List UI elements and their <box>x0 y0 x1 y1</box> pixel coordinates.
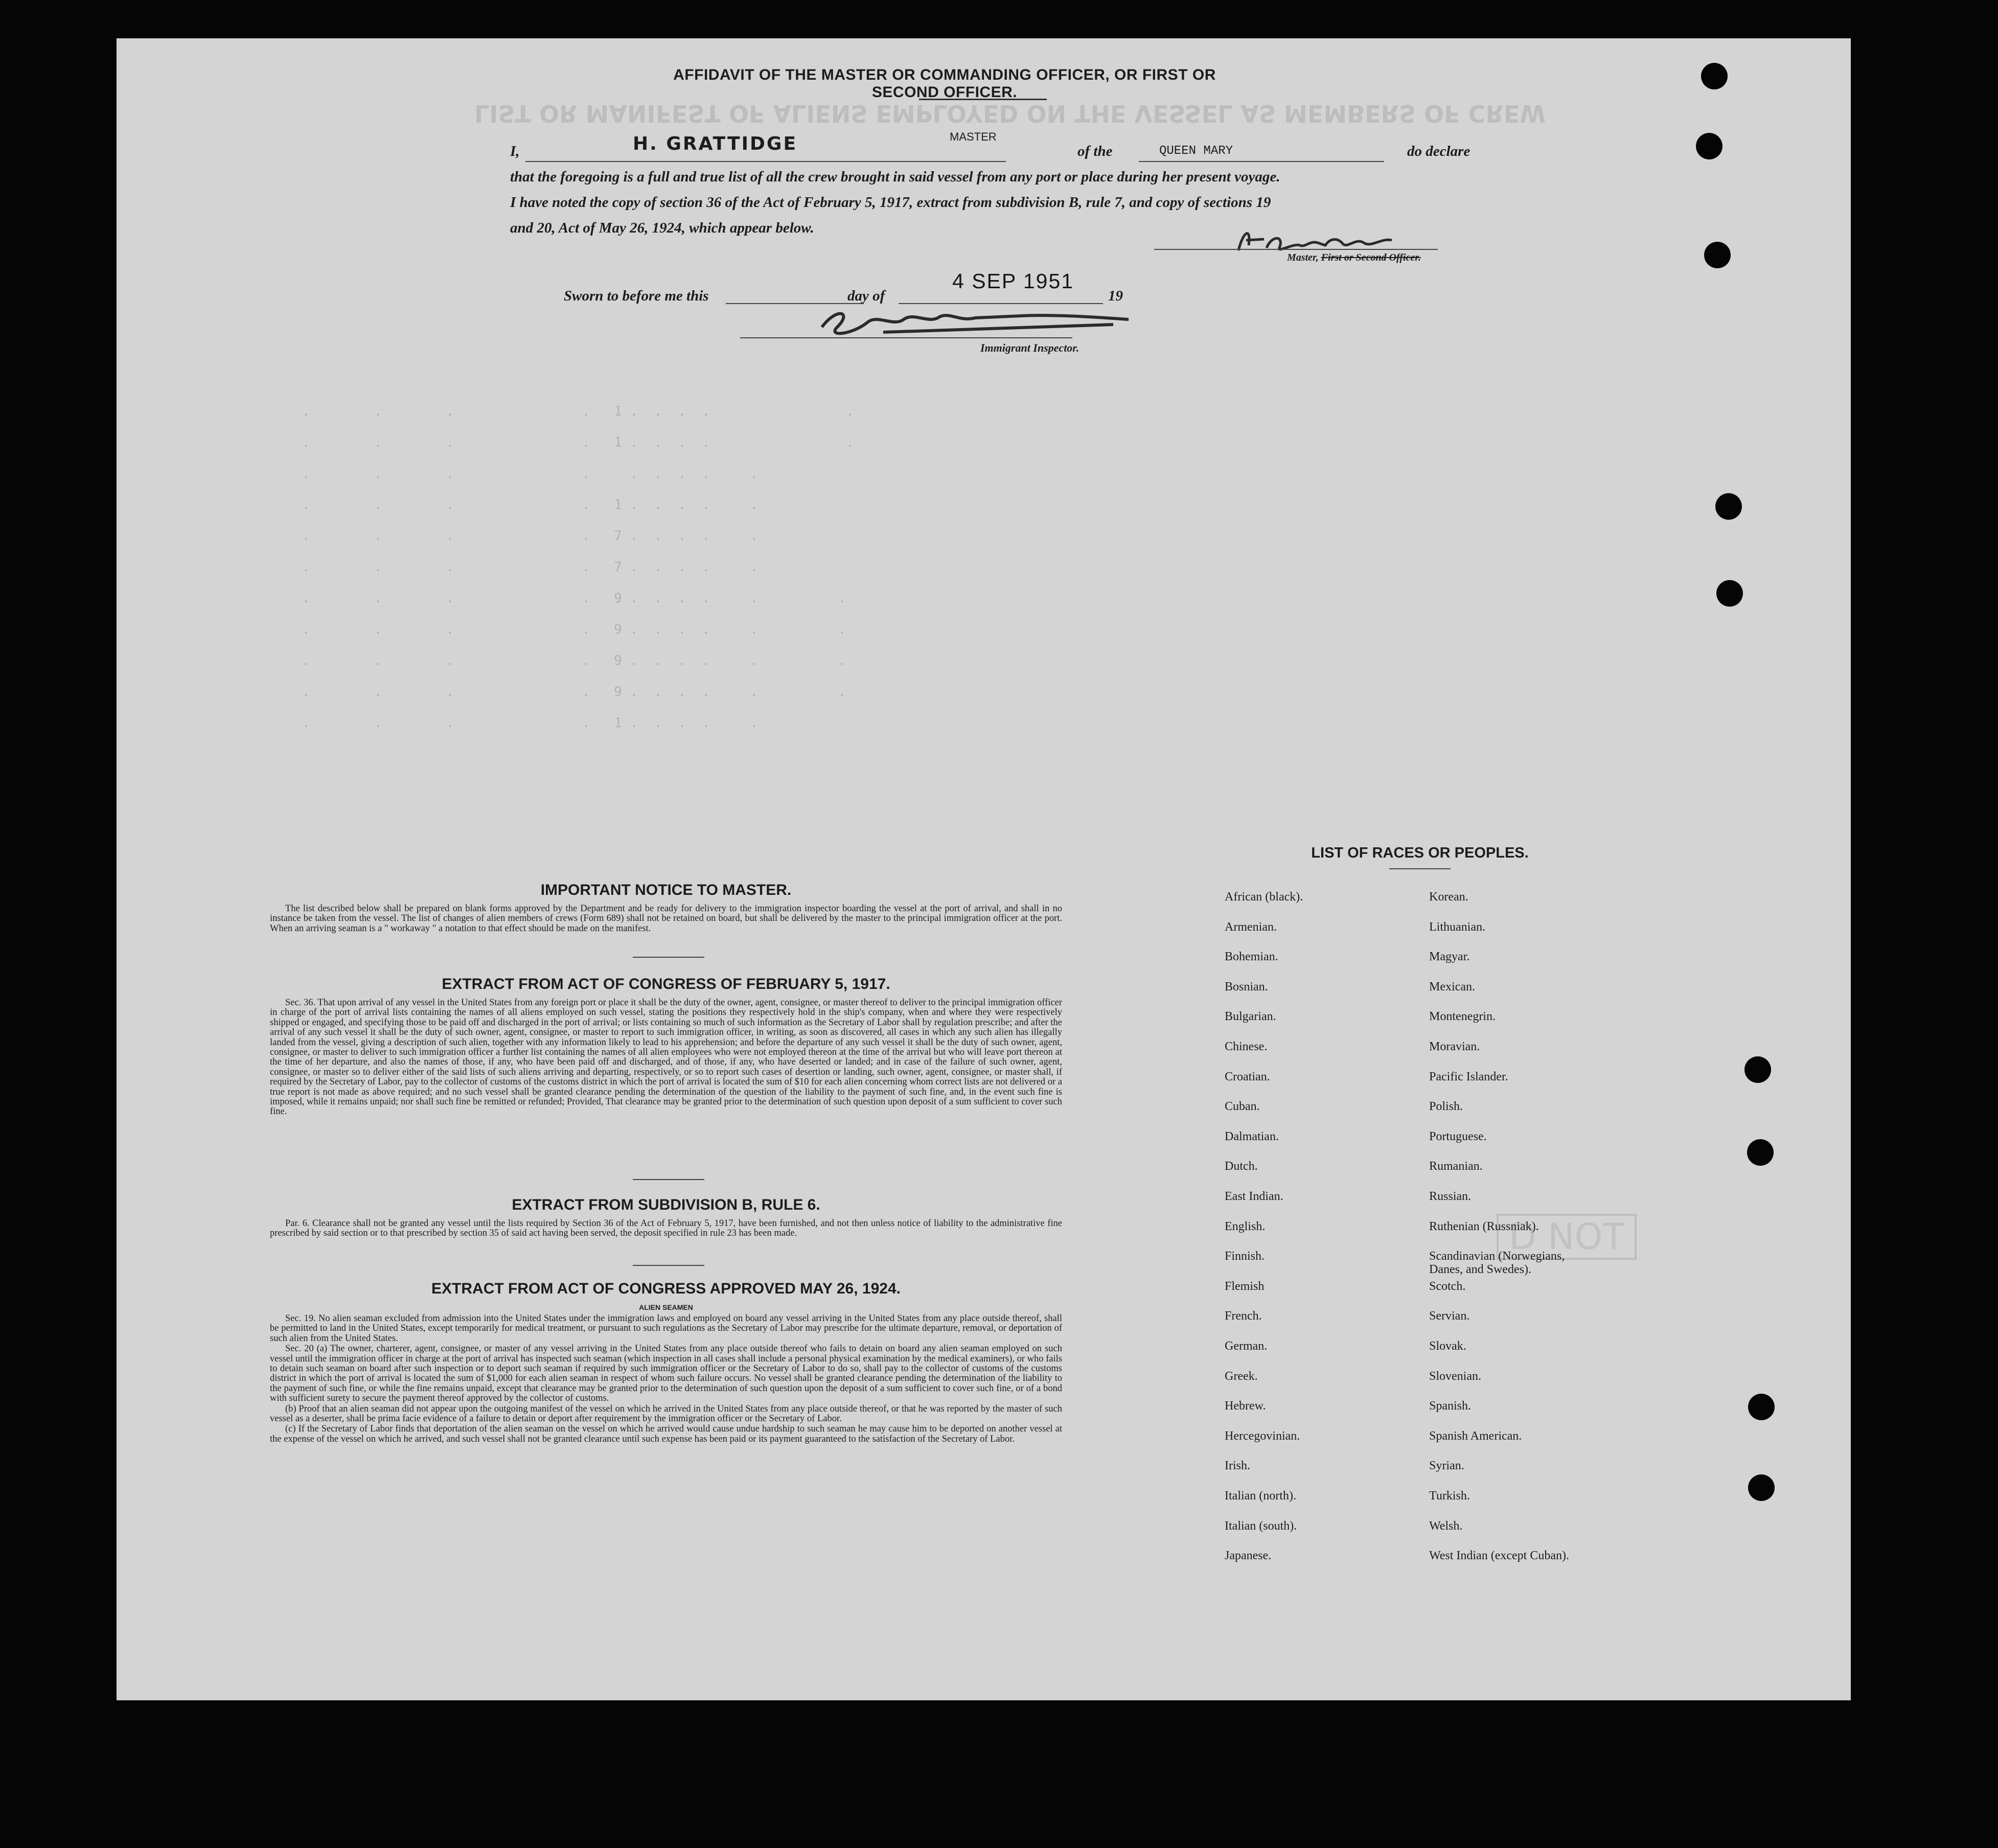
race-item: Ruthenian (Russniak). <box>1429 1219 1539 1233</box>
race-item: Scotch. <box>1429 1279 1466 1293</box>
inspector-signature <box>807 296 1139 348</box>
inspector-line <box>740 337 1072 338</box>
race-item: Slovenian. <box>1429 1369 1481 1383</box>
race-item: Spanish. <box>1429 1399 1472 1413</box>
race-item: Dalmatian. <box>1225 1129 1279 1143</box>
race-item: Bulgarian. <box>1225 1010 1276 1024</box>
of-the-label: of the <box>1077 143 1113 159</box>
race-item: Slovak. <box>1429 1339 1466 1353</box>
divider <box>633 1179 704 1180</box>
year-prefix: 19 <box>1108 288 1123 304</box>
do-declare-label: do declare <box>1407 143 1471 159</box>
vessel-name-line <box>1139 161 1384 162</box>
race-item: Servian. <box>1429 1309 1470 1323</box>
race-item: Portuguese. <box>1429 1129 1487 1143</box>
binder-hole <box>1701 63 1728 89</box>
race-item: Rumanian. <box>1429 1160 1483 1173</box>
master-rank: MASTER <box>950 130 997 143</box>
race-item: Dutch. <box>1225 1160 1258 1173</box>
extract-1917-title: EXTRACT FROM ACT OF CONGRESS OF FEBRUARY 5, 1917. <box>442 976 890 992</box>
affidavit-line-2: that the foregoing is a full and true list of all the crew brought in said vessel from any port or place during her present voyage. <box>510 169 1280 185</box>
divider <box>1389 868 1451 869</box>
sworn-label: Sworn to before me this <box>564 288 709 304</box>
race-item: East Indian. <box>1225 1190 1283 1203</box>
section-20a-text: Sec. 20 (a) The owner, charterer, agent, consignee, or master of any vessel arriving in the United States from any place outside thereof who fails to detain on board any alien seaman employed on such vessel until the immigration officer in charge at the port of arrival has inspected such seaman (which inspection in all cases shall include a personal physical examination by the medical examiners), or who fails to detain such seaman on board after such inspection or to deport such seaman if required by such immigration officer or the Secretary of Labor to do so, shall pay to the collector of customs of the customs district in which the port of arrival is located the sum of $1,000 for each alien seaman in respect of whom such failure occurs. No vessel shall be granted clearance pending the determination of the liability to the payment of such fine, or while the fine remains unpaid, except that clearance may be granted prior to the determination of such question upon the deposit of a sum sufficient to cover such fine, or of a bond with sufficient surety to secure the payment thereof approved by the collector of customs. <box>270 1344 1062 1404</box>
race-item: Cuban. <box>1225 1100 1260 1114</box>
binder-hole <box>1748 1394 1775 1420</box>
race-item: West Indian (except Cuban). <box>1429 1549 1569 1563</box>
race-item: Moravian. <box>1429 1040 1480 1053</box>
binder-hole <box>1716 580 1743 607</box>
race-item: Greek. <box>1225 1369 1258 1383</box>
vessel-name: QUEEN MARY <box>1159 144 1233 158</box>
section-20b-text: (b) Proof that an alien seaman did not appear upon the outgoing manifest of the vessel on which he arrived in the United States from any place outside thereof, or that he was reported by the master of such vessel as a deserter, shall be prima facie evidence of a failure to detain or deport after requirement by the immigration officer or the Secretary of Labor. <box>270 1403 1062 1424</box>
divider <box>633 1265 704 1266</box>
race-item: Chinese. <box>1225 1040 1268 1053</box>
race-item: Polish. <box>1429 1100 1463 1114</box>
master-name: H. GRATTIDGE <box>633 133 798 154</box>
master-name-line <box>525 161 1006 162</box>
race-item: Hebrew. <box>1225 1399 1266 1413</box>
date-stamp: 4 SEP 1951 <box>952 269 1074 293</box>
race-item: Italian (south). <box>1225 1519 1297 1533</box>
race-item: Scandinavian (Norwegians, Danes, and Swedes). <box>1429 1250 1565 1277</box>
divider <box>919 99 1047 100</box>
binder-hole <box>1748 1474 1775 1501</box>
race-item: Japanese. <box>1225 1549 1272 1563</box>
race-item: Hercegovinian. <box>1225 1429 1300 1443</box>
alien-seamen-subtitle: ALIEN SEAMEN <box>639 1303 693 1311</box>
affidavit-title: AFFIDAVIT OF THE MASTER OR COMMANDING OFFICER, OR FIRST OR SECOND OFFICER. <box>673 66 1216 101</box>
affidavit-line-4: and 20, Act of May 26, 1924, which appear below. <box>510 220 814 236</box>
binder-hole <box>1747 1139 1774 1166</box>
extract-rule6-body <box>270 1219 1062 1239</box>
race-item: Spanish American. <box>1429 1429 1522 1443</box>
divider <box>633 957 704 958</box>
race-item: Lithuanian. <box>1429 920 1485 934</box>
race-item: Korean. <box>1429 890 1468 904</box>
race-item: Pacific Islander. <box>1429 1070 1508 1083</box>
binder-hole <box>1696 133 1723 159</box>
race-item: Turkish. <box>1429 1489 1470 1503</box>
binder-hole <box>1704 242 1731 268</box>
races-title: LIST OF RACES OR PEOPLES. <box>1311 845 1529 861</box>
binder-hole <box>1744 1056 1771 1083</box>
section-20c-text: (c) If the Secretary of Labor finds that deportation of the alien seaman on the vessel on which he arrived would cause undue hardship to such seaman he may cause him to be deported on another vessel at the expense of the vessel on which he arrived, and such vessel shall not be granted clearance until such expense has been paid or its payment guaranteed to the satisfaction of the Secretary of Labor. <box>270 1424 1062 1444</box>
race-item: Bosnian. <box>1225 980 1268 994</box>
document-page <box>117 38 1851 1700</box>
extract-1917-body <box>270 998 1062 1118</box>
section-19-text: Sec. 19. No alien seaman excluded from admission into the United States under the immigration laws and employed on board any vessel arriving in the United States from any place outside thereof, shall be permitted to land in the United States, except temporarily for medical treatment, or pursuant to such regulations as the Secretary of Labor may prescribe for the ultimate departure, removal, or deportation of such alien from the United States. <box>270 1313 1062 1344</box>
rule-6-text: Par. 6. Clearance shall not be granted any vessel until the lists required by Section 36 of the Act of February 5, 1917, have been furnished, and not then unless notice of liability to the administrative fine prescribed by said section or to that prescribed by section 35 of said act having been served, the deposit specified in rule 23 has been made. <box>270 1218 1062 1239</box>
race-item: Flemish <box>1225 1279 1265 1293</box>
affidavit-i-label: I, <box>510 143 520 159</box>
extract-rule6-title: EXTRACT FROM SUBDIVISION B, RULE 6. <box>512 1196 820 1213</box>
signature-caption <box>1287 252 1421 264</box>
race-item: Croatian. <box>1225 1070 1270 1083</box>
extract-1924-title: EXTRACT FROM ACT OF CONGRESS APPROVED MAY 26, 1924. <box>431 1280 901 1297</box>
race-item: English. <box>1225 1219 1266 1233</box>
race-item: Irish. <box>1225 1459 1250 1473</box>
section-36-text: Sec. 36. That upon arrival of any vessel in the United States from any foreign port or place it shall be the duty of the owner, agent, consignee, or master thereof to deliver to the principal immigration officer in charge of the port of arrival lists containing the names of all aliens employed on such vessel, stating the positions they respectively hold in the ship's company, when and where they were respectively shipped or engaged, and specifying those to be paid off and discharged in the port of arrival; or lists containing so much of such information as the Secretary of Labor shall by regulation prescribe; and after the arrival of any such vessel it shall be the duty of such owner, agent, consignee, or master to report to such immigration officer, in writing, as soon as discovered, all cases in which any such alien has illegally landed from the vessel, giving a description of such alien, together with any information likely to lead to his apprehension; and before the departure of any such vessel it shall be the duty of such owner, agent, consignee, or master to deliver to such immigration officer a further list containing the names of all alien employees who were not employed thereon at the time of the arrival but who will leave port thereon at the time of her departure, and also the names of those, if any, who have been paid off and discharged, and of those, if any, who have deserted or landed; and in case of the failure of such owner, agent, consignee, or master so to deliver either of the said lists of such aliens arriving and departing, respectively, or so to report such cases of desertion or landing, such owner, agent, consignee, or master shall, if required by the Secretary of Labor, pay to the collector of customs of the customs district in which the port of arrival is located the sum of $10 for each alien concerning whom correct lists are not delivered or a true report is not made as above required; and no such vessel shall be granted clearance pending the determination of the question of the liability to the payment of such fine, and, in the event such fine is imposed, while it remains unpaid; nor shall such fine be remitted or refunded; Provided, That clearance may be granted prior to the determination of such question upon deposit of a sum sufficient to cover such fine. <box>270 998 1062 1117</box>
bleed-stamp: D NOT <box>1497 1214 1637 1260</box>
binder-hole <box>1715 493 1742 520</box>
race-item: Finnish. <box>1225 1250 1265 1263</box>
affidavit-line-3: I have noted the copy of section 36 of the Act of February 5, 1917, extract from subdivision B, rule 7, and copy of sections 19 <box>510 194 1271 211</box>
bleed-through-heading: LIST OR MANIFEST OF ALIENS EMPLOYED ON THE VESSEL AS MEMBERS OF CREW <box>474 100 1546 127</box>
race-item: Russian. <box>1429 1190 1472 1203</box>
race-item: Italian (north). <box>1225 1489 1296 1503</box>
notice-title: IMPORTANT NOTICE TO MASTER. <box>540 882 792 898</box>
bleed-through-rows: . . . . 1 . . . . . . . . . 1 . . . . . . . . . . . . . . . . . . 1 . . . . . . . . . 7 . . . . . . . . . 7 . . . . . . . . . 9 . . . . . . . . . . 9 . . . . . . . . . . 9 . . . . . . . . . . 9 . . . . . . . . . . 1 . . . . . <box>302 404 854 731</box>
race-item: German. <box>1225 1339 1268 1353</box>
signature-caption-prefix: Master, <box>1287 252 1319 263</box>
race-item: Armenian. <box>1225 920 1277 934</box>
race-item: Welsh. <box>1429 1519 1463 1533</box>
race-item: African (black). <box>1225 890 1303 904</box>
signature-line <box>1154 249 1438 250</box>
race-item: Magyar. <box>1429 950 1470 964</box>
race-item: Mexican. <box>1429 980 1475 994</box>
inspector-label: Immigrant Inspector. <box>980 341 1080 354</box>
race-item: Syrian. <box>1429 1459 1464 1473</box>
signature-caption-struck: First or Second Officer. <box>1321 252 1421 263</box>
notice-paragraph: The list described below shall be prepared on blank forms approved by the Department and be ready for delivery to the immigration inspector boarding the vessel at the port of arrival, and shall in no instance be taken from the vessel. The list of changes of alien members of crews (Form 689) shall not be retained on board, but shall be delivered by the master to the principal immigration officer at the port. When an arriving seaman is a " workaway " a notation to that effect should be made on the manifest. <box>270 904 1062 934</box>
race-item: Montenegrin. <box>1429 1010 1496 1024</box>
extract-1924-body <box>270 1314 1062 1445</box>
notice-body <box>270 904 1062 934</box>
race-item: French. <box>1225 1309 1262 1323</box>
race-item: Bohemian. <box>1225 950 1278 964</box>
day-of-label: day of <box>847 288 885 304</box>
